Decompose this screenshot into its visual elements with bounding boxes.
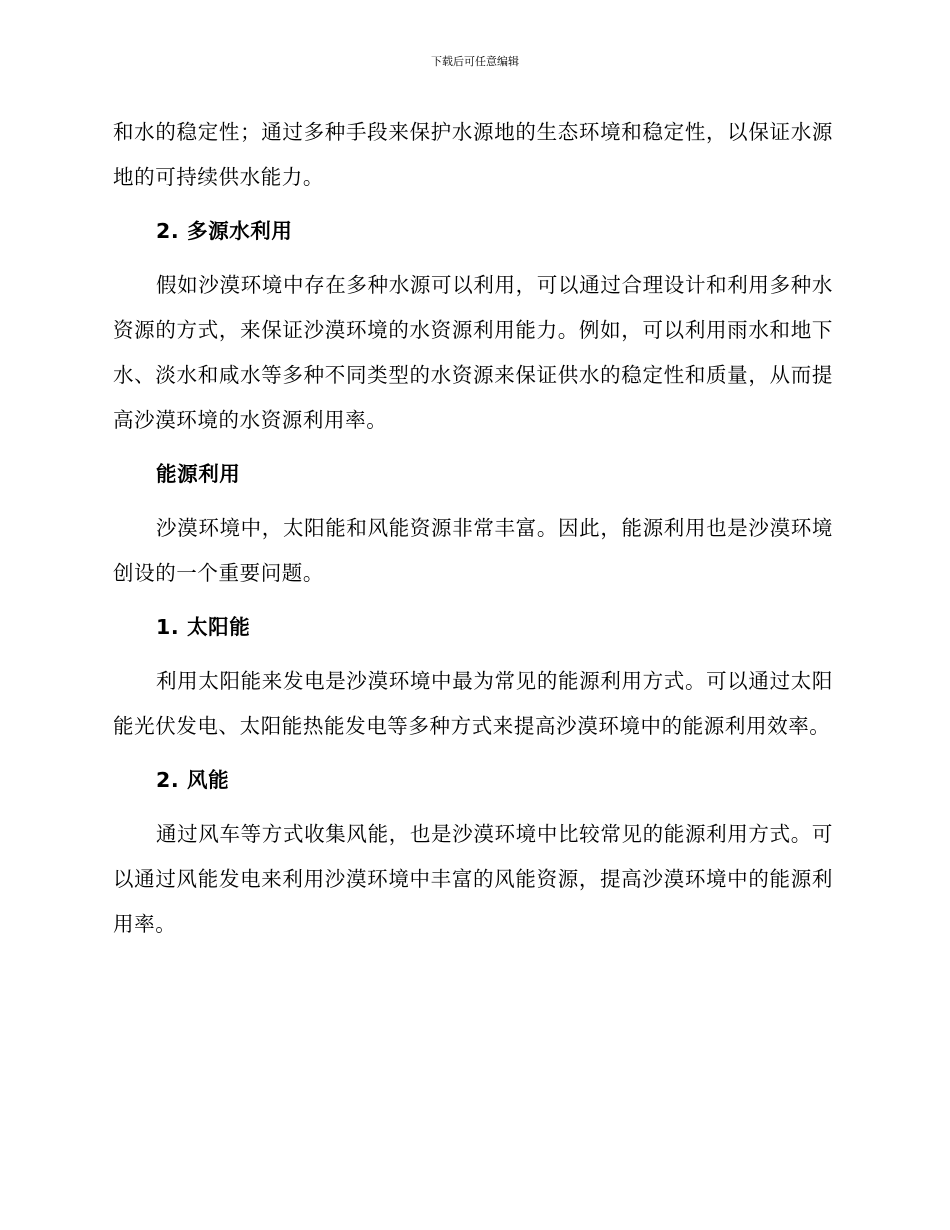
section-heading-energy-use: 能源利用 [156,462,241,486]
document-body [113,110,833,956]
section-heading-wind: 2. 风能 [156,768,230,792]
page-header: 下载后可任意编辑 [431,55,519,68]
section-heading-multi-source-water: 2. 多源水利用 [156,219,293,243]
paragraph-continued: 和水的稳定性；通过多种手段来保护水源地的生态环境和稳定性，以保证水源地的可持续供水能力。 [113,120,833,189]
paragraph-wind: 通过风车等方式收集风能，也是沙漠环境中比较常见的能源利用方式。可以通过风能发电来利用沙漠环境中丰富的风能资源，提高沙漠环境中的能源利用率。 [113,822,833,936]
paragraph-solar: 利用太阳能来发电是沙漠环境中最为常见的能源利用方式。可以通过太阳能光伏发电、太阳能热能发电等多种方式来提高沙漠环境中的能源利用效率。 [113,669,833,738]
section-heading-solar: 1. 太阳能 [156,615,251,639]
paragraph-energy-use: 沙漠环境中，太阳能和风能资源非常丰富。因此，能源利用也是沙漠环境创设的一个重要问题。 [113,516,833,585]
paragraph-multi-source-water: 假如沙漠环境中存在多种水源可以利用，可以通过合理设计和利用多种水资源的方式，来保证沙漠环境的水资源利用能力。例如，可以利用雨水和地下水、淡水和咸水等多种不同类型的水资源来保证供水的稳定性和质量，从而提高沙漠环境的水资源利用率。 [113,273,833,432]
